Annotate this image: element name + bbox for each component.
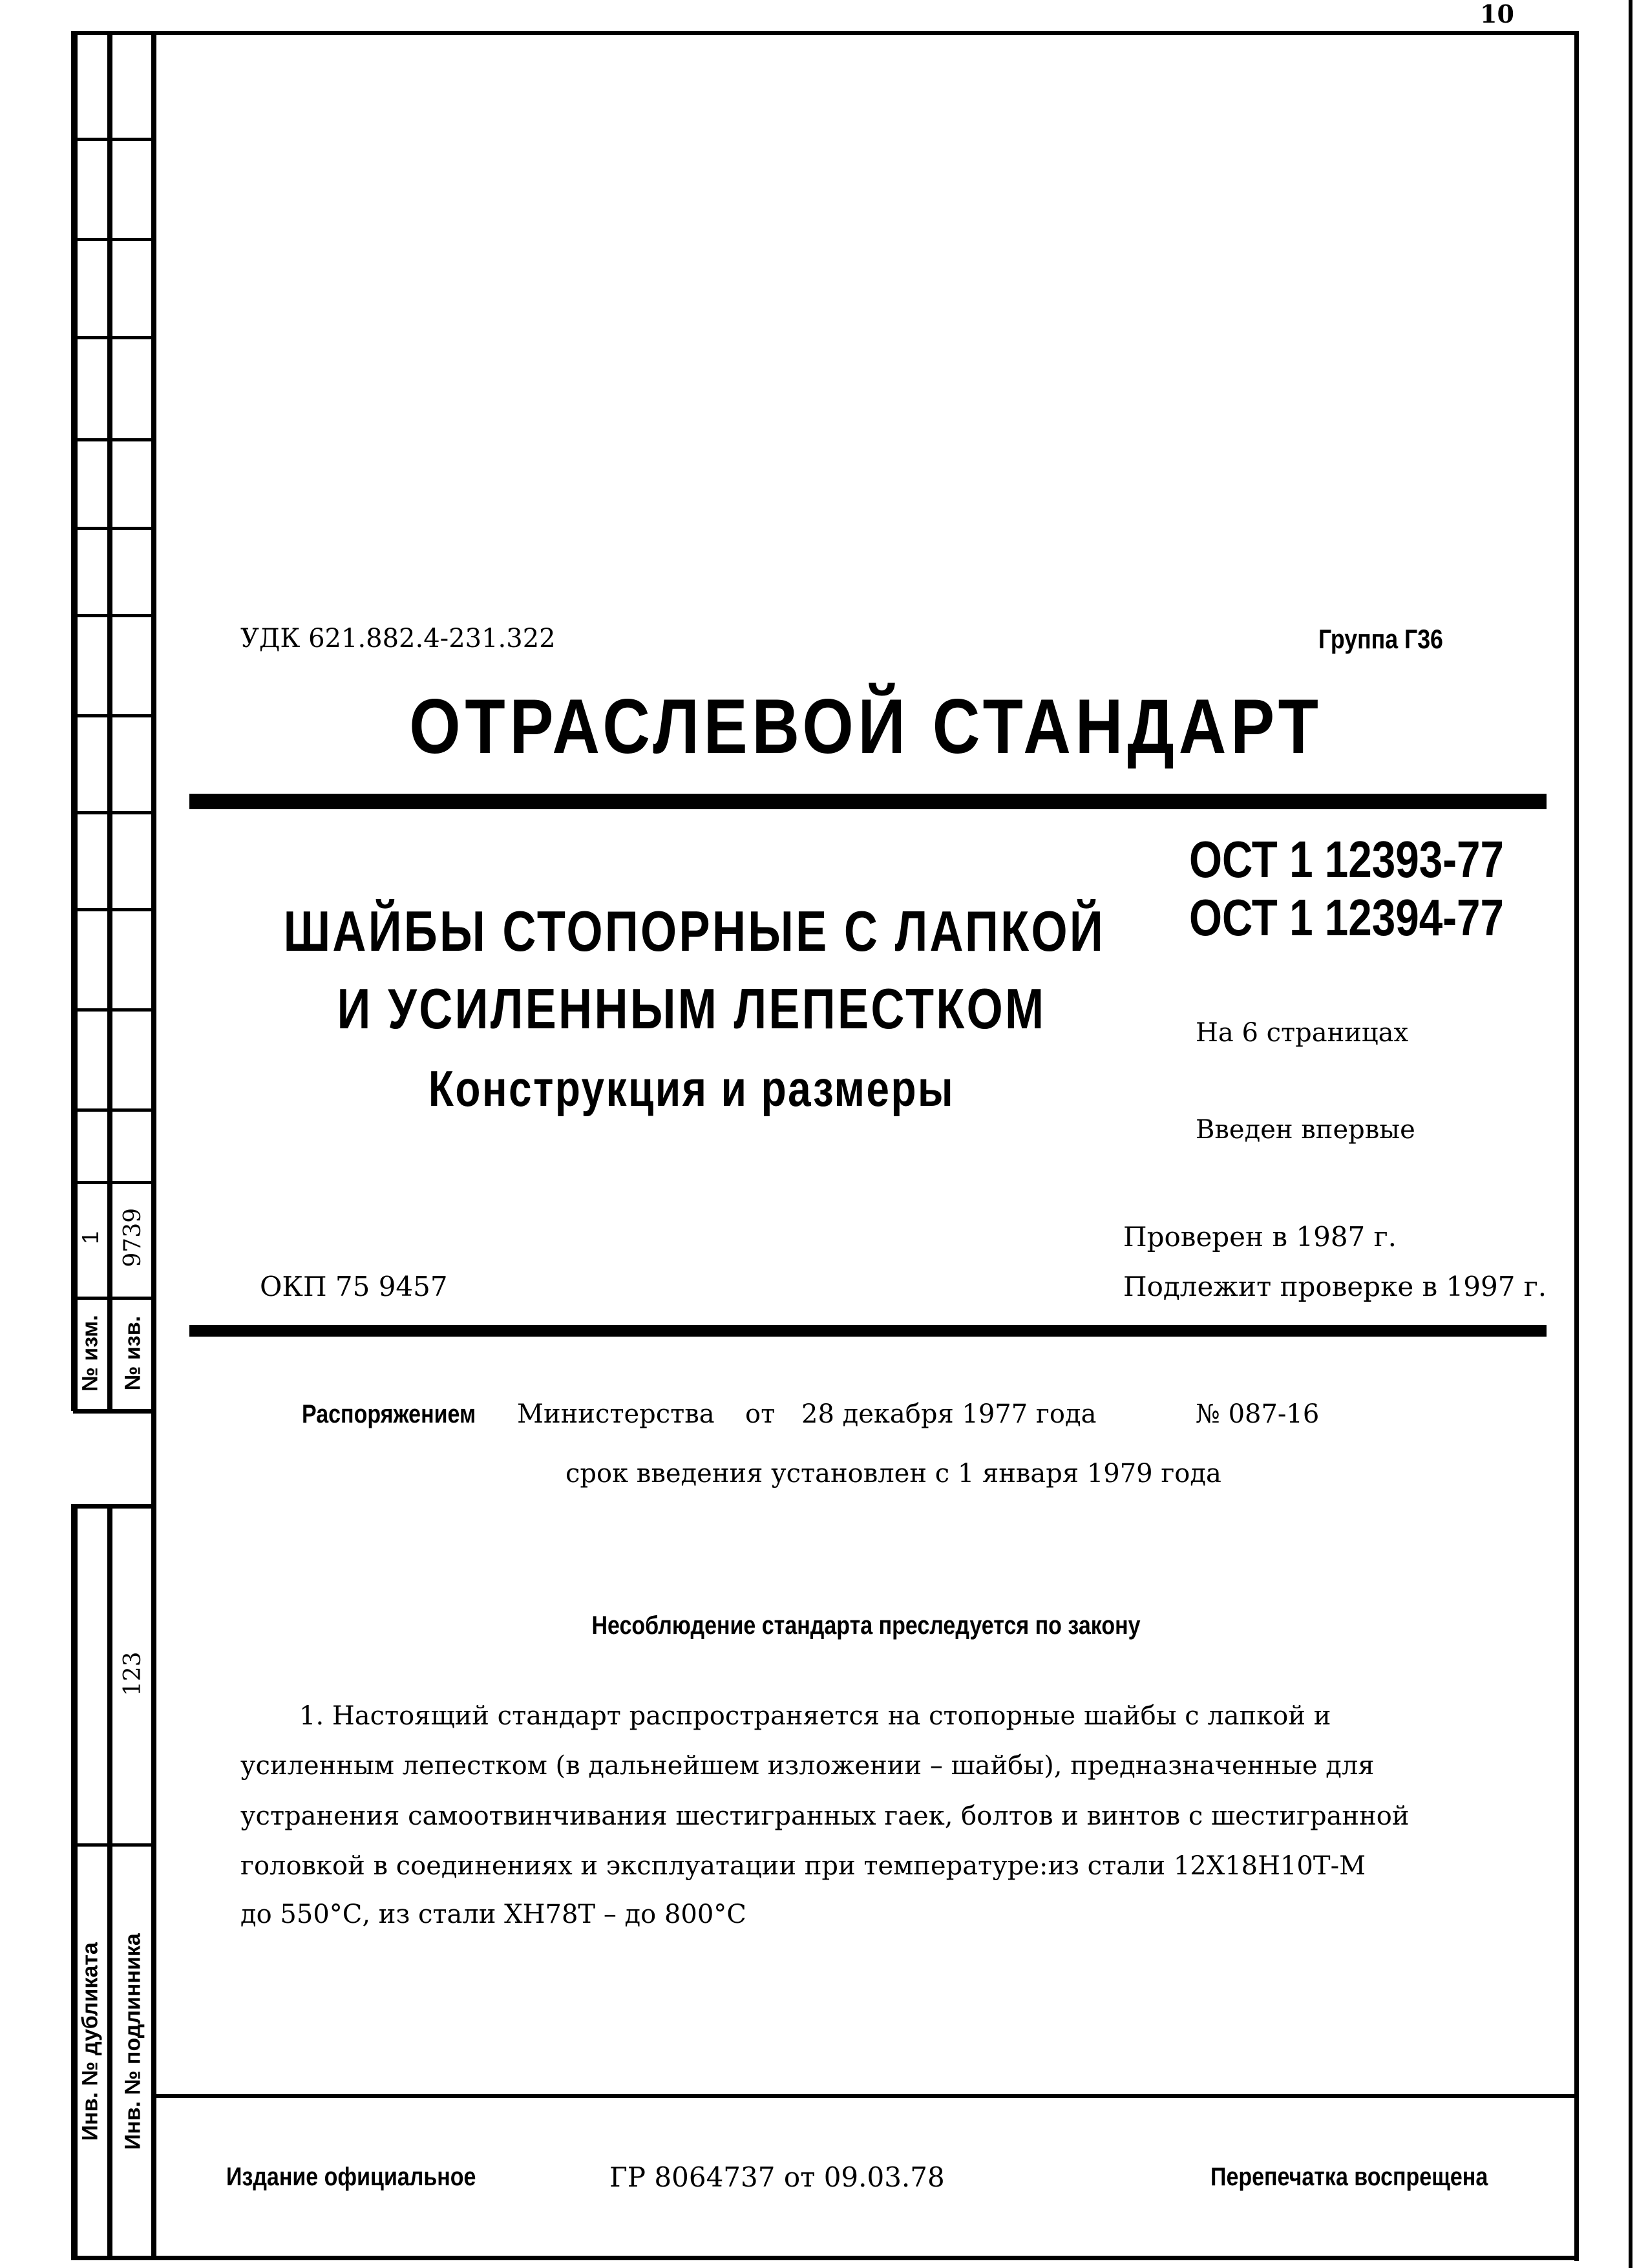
strip-row-line — [73, 1504, 154, 1509]
frame-left-lower — [71, 1504, 78, 2260]
strip-row-line — [73, 527, 154, 530]
introduced-note: Введен впервые — [1196, 1115, 1415, 1145]
strip-row-line — [73, 1297, 154, 1300]
law-notice: Несоблюдение стандарта преследуется по закону — [591, 1611, 1141, 1640]
standard-name-line-2: И УСИЛЕННЫМ ЛЕПЕСТКОМ — [337, 977, 1046, 1041]
order-date: 28 декабря 1977 года — [801, 1399, 1097, 1429]
page-number: 10 — [1480, 0, 1514, 28]
duplicate-inv-label: Инв. № дубликата — [78, 1942, 103, 2141]
edition-label: Издание официальное — [226, 2163, 476, 2191]
content-left-line — [151, 31, 156, 2260]
strip-row-line — [73, 908, 154, 911]
notice-no-value: 9739 — [120, 1207, 147, 1267]
paragraph-line: головкой в соединениях и эксплуатации при температуре:из стали 12Х18Н10Т-М — [240, 1851, 1366, 1881]
registration-number: ГР 8064737 от 09.03.78 — [609, 2161, 945, 2193]
strip-row-line — [73, 238, 154, 241]
group-code: Группа Г36 — [1318, 624, 1443, 654]
frame-right — [1574, 31, 1579, 2261]
frame-top — [73, 31, 1579, 35]
strip-row-line — [73, 1409, 154, 1414]
page-count: На 6 страницах — [1196, 1018, 1409, 1048]
reprint-notice: Перепечатка воспрещена — [1210, 2163, 1488, 2191]
standard-code-2: ОСТ 1 12394-77 — [1189, 889, 1505, 946]
strip-row-line — [73, 714, 154, 717]
paragraph-line: усиленным лепестком (в дальнейшем изложении – шайбы), предназначенные для — [240, 1751, 1375, 1781]
standard-subtitle: Конструкция и размеры — [428, 1060, 955, 1117]
strip-col-line-lower — [107, 1504, 112, 2260]
standard-name-line-1: ШАЙБЫ СТОПОРНЫЕ С ЛАПКОЙ — [283, 899, 1106, 963]
original-inv-label: Инв. № подлинника — [120, 1933, 145, 2150]
paragraph-line: 1. Настоящий стандарт распространяется на стопорные шайбы с лапкой и — [299, 1701, 1331, 1731]
paragraph-line: устранения самоотвинчивания шестигранных гаек, болтов и винтов с шестигранной — [240, 1801, 1410, 1831]
order-number: № 087-16 — [1196, 1399, 1320, 1429]
document-title: ОТРАСЛЕВОЙ СТАНДАРТ — [409, 683, 1323, 770]
strip-row-line — [73, 1843, 154, 1847]
strip-row-line — [73, 1008, 154, 1012]
strip-row-line — [73, 1108, 154, 1112]
change-no-label: № изм. — [78, 1315, 103, 1392]
standard-code-1: ОСТ 1 12393-77 — [1189, 831, 1505, 888]
strip-row-line — [73, 438, 154, 441]
order-ministry: Министерства — [517, 1399, 715, 1429]
change-no-value: 1 — [77, 1231, 104, 1244]
strip-row-line — [73, 811, 154, 814]
original-inv-value: 123 — [120, 1651, 147, 1697]
strip-row-line — [73, 1181, 154, 1184]
section-rule — [189, 1325, 1547, 1337]
order-from: от — [745, 1399, 776, 1429]
checked-note: Проверен в 1987 г. — [1123, 1221, 1397, 1253]
outer-right-edge — [1629, 0, 1632, 2268]
order-by: Распоряжением — [302, 1400, 476, 1428]
order-effective-date: срок введения установлен с 1 января 1979 года — [565, 1459, 1221, 1489]
title-rule — [189, 794, 1547, 809]
strip-row-line — [73, 614, 154, 617]
strip-row-line — [73, 336, 154, 339]
okp-code: ОКП 75 9457 — [260, 1271, 448, 1302]
next-check-note: Подлежит проверке в 1997 г. — [1123, 1271, 1547, 1302]
strip-row-line — [73, 138, 154, 141]
notice-no-label: № изв. — [120, 1315, 145, 1391]
udk-code: УДК 621.882.4-231.322 — [240, 624, 556, 653]
footer-line — [154, 2094, 1579, 2098]
paragraph-line: до 550°С, из стали ХН78Т – до 800°С — [240, 1900, 746, 1929]
frame-bottom — [73, 2256, 1579, 2260]
